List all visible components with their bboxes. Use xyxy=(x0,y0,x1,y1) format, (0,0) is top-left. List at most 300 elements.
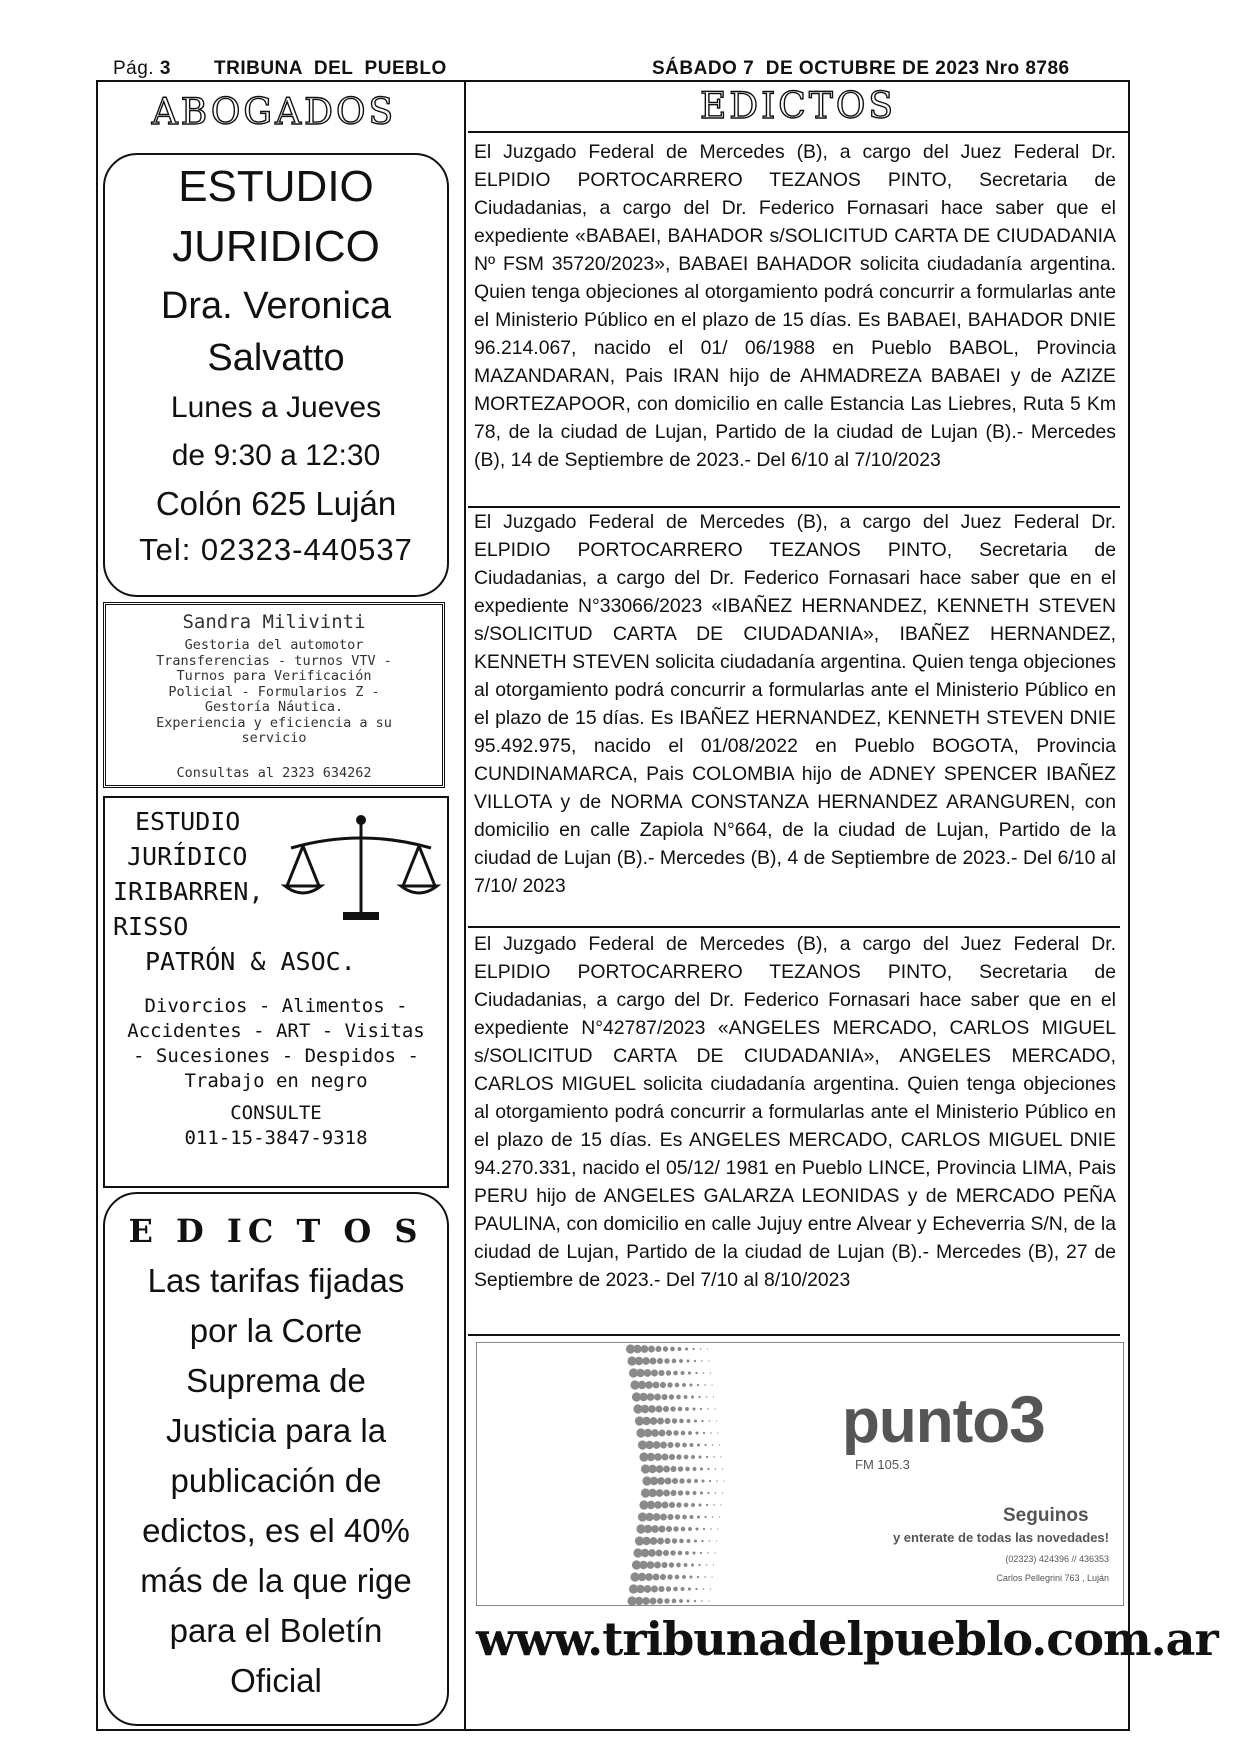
halftone-dot xyxy=(657,1477,665,1485)
halftone-dot xyxy=(678,1466,683,1471)
halftone-dot xyxy=(703,1432,705,1434)
halftone-dot xyxy=(698,1396,700,1398)
halftone-dot xyxy=(689,1575,692,1578)
halftone-dot xyxy=(719,1516,720,1517)
sandra-service-line: Gestoria del automotor xyxy=(184,637,364,653)
halftone-dot xyxy=(669,1502,675,1508)
halftone-dot xyxy=(698,1564,700,1566)
halftone-dot xyxy=(685,1551,689,1555)
halftone-dot xyxy=(657,1538,664,1545)
halftone-dot xyxy=(664,1538,670,1544)
estudio-line6: de 9:30 a 12:30 xyxy=(171,439,381,472)
halftone-dot xyxy=(716,1420,717,1421)
halftone-dot xyxy=(701,1420,703,1422)
halftone-dot xyxy=(672,1599,677,1604)
scales-of-justice-icon xyxy=(281,808,441,928)
halftone-dot xyxy=(663,1406,669,1412)
halftone-dot xyxy=(687,1539,691,1543)
halftone-dot xyxy=(644,1369,652,1377)
halftone-dot xyxy=(681,1527,686,1532)
tarifas-line: para el Boletín xyxy=(169,1612,383,1649)
halftone-dot xyxy=(688,1527,692,1531)
iribarren-l3: IRIBARREN, xyxy=(113,877,264,906)
iribarren-service-line: Trabajo en negro xyxy=(184,1070,368,1092)
sandra-service-line: Gestoría Náutica. xyxy=(204,699,344,715)
halftone-dot xyxy=(661,1562,667,1568)
tarifas-text xyxy=(105,1256,447,1706)
halftone-dot xyxy=(651,1586,658,1593)
halftone-dot xyxy=(682,1383,686,1387)
halftone-dot xyxy=(663,1550,669,1556)
halftone-dot xyxy=(673,1371,678,1376)
halftone-dot xyxy=(690,1443,694,1447)
halftone-dot xyxy=(662,1502,669,1509)
sandra-service-line: servicio xyxy=(241,730,307,746)
halftone-dot xyxy=(665,1478,672,1485)
halftone-dot xyxy=(688,1587,691,1590)
halftone-dot xyxy=(661,1394,667,1400)
halftone-dot xyxy=(707,1408,709,1410)
halftone-dot xyxy=(685,1407,689,1411)
halftone-dot xyxy=(706,1564,708,1566)
halftone-dot xyxy=(670,1406,675,1411)
halftone-dot xyxy=(645,1381,653,1389)
halftone-dot xyxy=(704,1516,706,1518)
halftone-dot xyxy=(694,1479,698,1483)
halftone-dot xyxy=(654,1394,661,1401)
halftone-dot xyxy=(641,1345,649,1353)
halftone-dot xyxy=(694,1539,697,1542)
edicto-ibanez: El Juzgado Federal de Mercedes (B), a cargo del Juez Federal Dr. ELPIDIO PORTOCARRERO TEZANOS PINTO, Secretaria de Ciudadanias, a cargo del Dr. Federico Fornasari hace saber que en el expediente N°33066/2023 «IBAÑEZ HERNANDEZ, KENNETH STEVEN s/SOLICITUD CARTA DE CIUDADANIA», IBAÑEZ HERNANDEZ, KENNETH STEVEN solicita ciudadanía argentina. Quien tenga objeciones al otorgamiento podrá concurrir a formularlas ante el Ministerio Público en el plazo de 15 días. Es IBAÑEZ HERNANDEZ, KENNETH STEVEN DNIE 95.492.975, nacido el 01/08/2022 en Pueblo BOGOTA, Provincia CUNDINAMARCA, Pais COLOMBIA hijo de ADNEY SPENCER IBAÑEZ VILLOTA y de NORMA CONSTANZA HERNANDEZ ARANGUREN, con domicilio en calle Zapiola N°664, de la ciudad de Lujan, Partido de la ciudad de Lujan (B).- Mercedes (B), 4 de Septiembre de 2023.- Del 6/10 al 7/10/ 2023 xyxy=(468,508,1120,928)
halftone-dot xyxy=(678,1347,682,1351)
issue-date: SÁBADO 7 DE OCTUBRE DE 2023 Nro 8786 xyxy=(652,58,1070,79)
sandra-service-line: Turnos para Verificación xyxy=(176,668,372,684)
halftone-dot xyxy=(676,1395,681,1400)
halftone-dot xyxy=(672,1538,677,1543)
halftone-dot xyxy=(675,1383,680,1388)
halftone-dot xyxy=(700,1491,703,1494)
halftone-dot xyxy=(693,1467,697,1471)
halftone-dot xyxy=(650,1598,657,1605)
halftone-dot xyxy=(686,1359,689,1362)
halftone-dot xyxy=(710,1528,712,1530)
halftone-dot xyxy=(651,1525,659,1533)
halftone-dot xyxy=(633,1345,641,1353)
halftone-dot xyxy=(682,1443,687,1448)
iribarren-services xyxy=(105,994,447,1151)
halftone-dot xyxy=(653,1441,661,1449)
halftone-dot xyxy=(684,1395,688,1399)
halftone-dot xyxy=(707,1468,709,1470)
halftone-dot xyxy=(690,1515,694,1519)
estudio-line5: Lunes a Jueves xyxy=(170,391,382,424)
halftone-dot xyxy=(663,1466,670,1473)
punto3-logo xyxy=(842,1381,1045,1457)
halftone-dot xyxy=(650,1537,658,1545)
halftone-dot xyxy=(698,1503,701,1506)
halftone-dot xyxy=(664,1358,669,1363)
halftone-dot xyxy=(722,1492,723,1493)
halftone-dot xyxy=(653,1382,660,1389)
right-frame xyxy=(1128,80,1130,1731)
halftone-dot xyxy=(697,1515,700,1518)
halftone-dot xyxy=(695,1527,698,1530)
halftone-dot xyxy=(717,1528,718,1529)
halftone-dot xyxy=(666,1526,672,1532)
halftone-dot xyxy=(712,1444,714,1446)
halftone-dot xyxy=(697,1384,699,1386)
halftone-dot xyxy=(703,1528,705,1530)
halftone-dot xyxy=(679,1599,683,1603)
halftone-dot xyxy=(647,1453,655,1461)
page-label: Pág. xyxy=(113,58,155,79)
halftone-dot xyxy=(714,1552,715,1553)
iribarren-l2: JURÍDICO xyxy=(127,842,248,871)
halftone-dot xyxy=(648,1549,656,1557)
estudio-line1: ESTUDIO xyxy=(178,162,374,211)
halftone-dot xyxy=(688,1371,691,1374)
halftone-dot xyxy=(642,1357,650,1365)
tarifas-edictos-notice xyxy=(103,1192,449,1726)
iribarren-ad xyxy=(103,796,449,1188)
halftone-dot xyxy=(716,1540,717,1541)
halftone-dot xyxy=(639,1393,647,1401)
halftone-dot xyxy=(645,1573,653,1581)
punto3-tagline: y enterate de todas las novedades! xyxy=(892,1530,1109,1545)
edicto-angeles: El Juzgado Federal de Mercedes (B), a cargo del Juez Federal Dr. ELPIDIO PORTOCARRERO TEZANOS PINTO, Secretaria de Ciudadanias, a cargo del Dr. Federico Fornasari hace saber que en el expediente N°42787/2023 «ANGELES MERCADO, CARLOS MIGUEL s/SOLICITUD CARTA DE CIUDADANIA», ANGELES MERCADO, CARLOS MIGUEL solicita ciudadanía argentina. Quien tenga objeciones al otorgamiento podrá concurrir a formularlas ante el Ministerio Público en el plazo de 15 días. Es ANGELES MERCADO, CARLOS MIGUEL DNIE 94.270.331, nacido el 05/12/ 1981 en Pueblo LINCE, Provincia LIMA, Pais PERU hijo de ANGELES GALARZA LEONIDAS y de MERCADO PEÑA PAULINA, con domicilio en calle Jujuy entre Alvear y Echeverria S/N, de la ciudad de Lujan, Partido de la ciudad de Lujan (B).- Mercedes (B), 27 de Septiembre de 2023.- Del 7/10 al 8/10/2023 xyxy=(468,930,1120,1336)
halftone-dot xyxy=(645,1513,653,1521)
halftone-dot xyxy=(664,1418,670,1424)
halftone-dot xyxy=(654,1501,662,1509)
halftone-dot xyxy=(660,1382,666,1388)
halftone-dot xyxy=(691,1455,695,1459)
halftone-dot xyxy=(711,1384,712,1385)
halftone-dot xyxy=(682,1575,686,1579)
halftone-dot xyxy=(650,1417,658,1425)
halftone-dot xyxy=(694,1360,696,1362)
halftone-dot xyxy=(647,1561,655,1569)
halftone-dot xyxy=(648,1489,656,1497)
halftone-dot xyxy=(681,1371,685,1375)
halftone-dot xyxy=(656,1406,663,1413)
header-rule xyxy=(96,80,1130,82)
halftone-dot xyxy=(685,1467,690,1472)
halftone-dot xyxy=(673,1430,678,1435)
halftone-dot xyxy=(669,1394,674,1399)
halftone-dot xyxy=(695,1372,697,1374)
section-title-edictos: EDICTOS xyxy=(468,86,1128,133)
halftone-dot xyxy=(636,1585,644,1593)
sandra-service-line: Transferencias - turnos VTV - xyxy=(156,652,392,669)
halftone-dot xyxy=(654,1453,662,1461)
tarifas-line: por la Corte xyxy=(189,1312,363,1349)
halftone-dot xyxy=(682,1515,687,1520)
halftone-dot xyxy=(710,1372,711,1373)
halftone-dot xyxy=(712,1516,714,1518)
iribarren-service-line: Divorcios - Alimentos - xyxy=(144,995,408,1017)
iribarren-phone: 011-15-3847-9318 xyxy=(184,1127,368,1149)
halftone-dot xyxy=(666,1370,671,1375)
halftone-dot xyxy=(658,1586,664,1592)
halftone-dot xyxy=(673,1526,678,1531)
iribarren-consult: CONSULTE xyxy=(230,1102,322,1124)
halftone-dot xyxy=(709,1480,711,1482)
halftone-dot xyxy=(676,1502,681,1507)
halftone-dot xyxy=(670,1347,675,1352)
bottom-rule xyxy=(96,1729,1130,1731)
halftone-dot xyxy=(678,1407,683,1412)
halftone-dot xyxy=(641,1405,649,1413)
halftone-dot xyxy=(703,1372,705,1374)
paper-name: TRIBUNA DEL PUEBLO xyxy=(214,58,447,79)
halftone-dot xyxy=(694,1600,696,1602)
halftone-dot xyxy=(656,1465,664,1473)
halftone-dot xyxy=(701,1540,703,1542)
halftone-dot xyxy=(693,1491,697,1495)
iribarren-l5: PATRÓN & ASOC. xyxy=(145,947,356,976)
estudio-line3: Dra. Veronica xyxy=(160,285,392,327)
halftone-dot xyxy=(676,1563,681,1568)
halftone-dot xyxy=(706,1504,708,1506)
halftone-dot xyxy=(662,1454,669,1461)
halftone-dot xyxy=(692,1348,694,1350)
halftone-dot xyxy=(642,1597,650,1605)
halftone-dot xyxy=(675,1514,680,1519)
halftone-dot xyxy=(669,1562,674,1567)
left-frame xyxy=(96,80,98,1731)
halftone-dot xyxy=(704,1444,706,1446)
halftone-dot xyxy=(647,1393,655,1401)
sandra-milivinti-ad xyxy=(103,602,445,788)
halftone-dot xyxy=(715,1492,717,1494)
halftone-dot xyxy=(681,1431,686,1436)
halftone-dot xyxy=(691,1395,694,1398)
sandra-name: Sandra Milivinti xyxy=(182,611,366,633)
halftone-dot xyxy=(675,1442,680,1447)
halftone-dot xyxy=(635,1597,643,1605)
halftone-dot xyxy=(700,1552,702,1554)
sandra-service-line: Experiencia y eficiencia a su xyxy=(156,714,392,731)
halftone-dot xyxy=(685,1491,690,1496)
halftone-dot xyxy=(656,1550,663,1557)
halftone-dot xyxy=(723,1480,724,1481)
halftone-dot xyxy=(713,1396,714,1397)
tarifas-line: Oficial xyxy=(230,1662,322,1699)
halftone-dot xyxy=(713,1456,715,1458)
halftone-dot xyxy=(684,1563,688,1567)
tarifas-line: más de la que rige xyxy=(140,1562,412,1599)
halftone-dot xyxy=(687,1419,691,1423)
halftone-dot xyxy=(715,1468,717,1470)
halftone-dot xyxy=(660,1574,666,1580)
halftone-dot xyxy=(716,1480,718,1482)
halftone-dot xyxy=(713,1564,714,1565)
halftone-dot xyxy=(639,1561,647,1569)
halftone-dot xyxy=(676,1454,681,1459)
halftone-dot xyxy=(694,1419,697,1422)
halftone-dot xyxy=(679,1539,684,1544)
halftone-dot xyxy=(645,1441,653,1449)
tarifas-line: Justicia para la xyxy=(165,1412,387,1449)
halftone-dot xyxy=(684,1455,689,1460)
halftone-dot xyxy=(679,1478,684,1483)
halftone-dot xyxy=(692,1407,695,1410)
halftone-dot xyxy=(686,1599,689,1602)
estudio-phone: Tel: 02323-440537 xyxy=(139,532,413,567)
halftone-dot xyxy=(703,1588,705,1590)
halftone-dot xyxy=(709,1540,711,1542)
estudio-juridico-ad xyxy=(103,153,449,597)
edicto-babaei: El Juzgado Federal de Mercedes (B), a cargo del Juez Federal Dr. ELPIDIO PORTOCARRERO TEZANOS PINTO, Secretaria de Ciudadanias, a cargo del Dr. Federico Fornasari hace saber que el expediente «BABAEI, BAHADOR s/SOLICITUD CARTA DE CIUDADANIA Nº FSM 35720/2023», BABAEI BAHADOR solicita ciudadanía argentina. Quien tenga objeciones al otorgamiento podrá concurrir a formularlas ante el Ministerio Público en el plazo de 15 días. Es BABAEI, BAHADOR DNIE 96.214.067, nacido el 01/ 06/1988 en Pueblo BABOL, Provincia MAZANDARAN, Pais IRAN hijo de AHMADREZA BABAEI y de AZIZE MORTEZAPOOR, con domicilio en calle Estancia Las Liebres, Ruta 5 Km 78, de la ciudad de Lujan, Partido de la ciudad de Lujan (B).- Mercedes (B), 14 de Septiembre de 2023.- Del 6/10 al 7/10/2023 xyxy=(468,138,1120,508)
halftone-dot xyxy=(641,1549,649,1557)
tarifas-title: E D IC T O S xyxy=(128,1212,424,1250)
halftone-dot xyxy=(695,1588,697,1590)
halftone-dot xyxy=(719,1444,720,1445)
halftone-dot xyxy=(701,1600,703,1602)
halftone-dot xyxy=(706,1456,708,1458)
tarifas-line: Suprema de xyxy=(186,1362,366,1399)
halftone-dot xyxy=(655,1346,661,1352)
column-divider xyxy=(464,80,466,1731)
halftone-dot xyxy=(667,1574,672,1579)
halftone-dot xyxy=(660,1514,667,1521)
halftone-dot xyxy=(644,1525,652,1533)
halftone-dot xyxy=(691,1563,694,1566)
halftone-dot xyxy=(720,1504,721,1505)
halftone-dot xyxy=(667,1442,673,1448)
halftone-dot xyxy=(638,1381,646,1389)
halftone-dot xyxy=(714,1408,715,1409)
halftone-dot xyxy=(678,1551,683,1556)
halftone-dot xyxy=(651,1429,659,1437)
estudio-address: Colón 625 Luján xyxy=(155,485,397,522)
iribarren-service-line: Accidentes - ART - Visitas xyxy=(127,1020,425,1042)
halftone-dot xyxy=(697,1576,699,1578)
tarifas-line: Las tarifas fijadas xyxy=(147,1262,405,1299)
halftone-dot xyxy=(700,1348,702,1350)
halftone-dot xyxy=(654,1562,661,1569)
halftone-dot xyxy=(638,1573,646,1581)
halftone-dot xyxy=(707,1348,708,1349)
halftone-dot xyxy=(691,1503,695,1507)
halftone-dot xyxy=(681,1587,685,1591)
halftone-dot xyxy=(672,1478,678,1484)
halftone-dot xyxy=(670,1550,675,1555)
halftone-dot xyxy=(642,1537,650,1545)
halftone-dot xyxy=(673,1587,678,1592)
sandra-service-line: Policial - Formularios Z - xyxy=(168,683,380,700)
iribarren-l1: ESTUDIO xyxy=(135,807,241,836)
tarifas-line: publicación de xyxy=(170,1462,382,1499)
halftone-dot xyxy=(666,1430,672,1436)
halftone-dot xyxy=(667,1382,672,1387)
page-number xyxy=(113,58,171,80)
halftone-dot xyxy=(704,1576,706,1578)
halftone-dot xyxy=(700,1408,702,1410)
halftone-dot xyxy=(648,1405,656,1413)
halftone-dot xyxy=(667,1514,673,1520)
halftone-dot xyxy=(657,1418,664,1425)
halftone-dot xyxy=(656,1489,664,1497)
estudio-line4: Salvatto xyxy=(207,337,345,379)
punto3-word: punto xyxy=(842,1387,1010,1456)
halftone-dot xyxy=(672,1359,677,1364)
halftone-dot xyxy=(689,1383,692,1386)
halftone-dot xyxy=(708,1600,709,1601)
halftone-dot xyxy=(648,1346,655,1353)
halftone-dot xyxy=(653,1574,660,1581)
halftone-dot xyxy=(666,1586,671,1591)
halftone-dot xyxy=(670,1466,676,1472)
halftone-dot xyxy=(684,1503,689,1508)
halftone-dot xyxy=(659,1526,666,1533)
halftone-dot xyxy=(713,1504,715,1506)
halftone-dot xyxy=(635,1357,643,1365)
halftone-dot xyxy=(706,1396,708,1398)
halftone-dot xyxy=(664,1598,669,1603)
halftone-dot xyxy=(644,1585,652,1593)
halftone-dot xyxy=(720,1456,721,1457)
halftone-dot xyxy=(701,1479,704,1482)
punto3-number: 3 xyxy=(1009,1382,1045,1456)
halftone-dot xyxy=(687,1479,692,1484)
halftone-dot xyxy=(670,1490,676,1496)
section-title-abogados: ABOGADOS xyxy=(151,92,397,133)
halftone-dot xyxy=(653,1513,661,1521)
halftone-dot xyxy=(663,1490,670,1497)
halftone-dot xyxy=(717,1432,718,1433)
sandra-contact: Consultas al 2323 634262 xyxy=(176,764,372,781)
punto3-address: Carlos Pellegrini 763 , Luján xyxy=(996,1573,1109,1583)
halftone-dot xyxy=(660,1442,667,1449)
halftone-dot xyxy=(711,1576,712,1577)
iribarren-l4: RISSO xyxy=(113,912,189,941)
sandra-services xyxy=(106,638,442,747)
iribarren-service-line: - Sucesiones - Despidos - xyxy=(133,1045,419,1067)
tarifas-line: edictos, es el 40% xyxy=(142,1512,410,1549)
estudio-line2: JURIDICO xyxy=(172,222,380,271)
halftone-dot xyxy=(651,1370,658,1377)
website-url[interactable]: www.tribunadelpueblo.com.ar xyxy=(476,1612,1218,1666)
halftone-dot xyxy=(704,1384,706,1386)
halftone-dot xyxy=(648,1465,656,1473)
halftone-dot xyxy=(700,1467,703,1470)
halftone-dot xyxy=(709,1420,711,1422)
halftone-dot xyxy=(710,1588,711,1589)
halftone-dot xyxy=(707,1552,709,1554)
page-number-value: 3 xyxy=(159,58,171,79)
halftone-dot xyxy=(685,1347,688,1350)
halftone-dot xyxy=(650,1477,658,1485)
halftone-dot xyxy=(636,1369,644,1377)
halftone-dot xyxy=(697,1443,700,1446)
halftone-dot xyxy=(669,1454,675,1460)
halftone-dot xyxy=(659,1430,666,1437)
punto3-radio-ad xyxy=(476,1342,1124,1606)
halftone-dot xyxy=(675,1575,680,1580)
halftone-dot xyxy=(698,1455,701,1458)
halftone-dot xyxy=(688,1431,692,1435)
halftone-dot xyxy=(647,1501,655,1509)
halftone-dot xyxy=(672,1418,677,1423)
halftone-dot xyxy=(642,1417,650,1425)
halftone-dot xyxy=(657,1358,663,1364)
halftone-dot xyxy=(722,1468,723,1469)
halftone-dot xyxy=(679,1359,683,1363)
halftone-dot xyxy=(658,1370,664,1376)
halftone-dot xyxy=(678,1490,683,1495)
halftone-dot xyxy=(701,1360,703,1362)
